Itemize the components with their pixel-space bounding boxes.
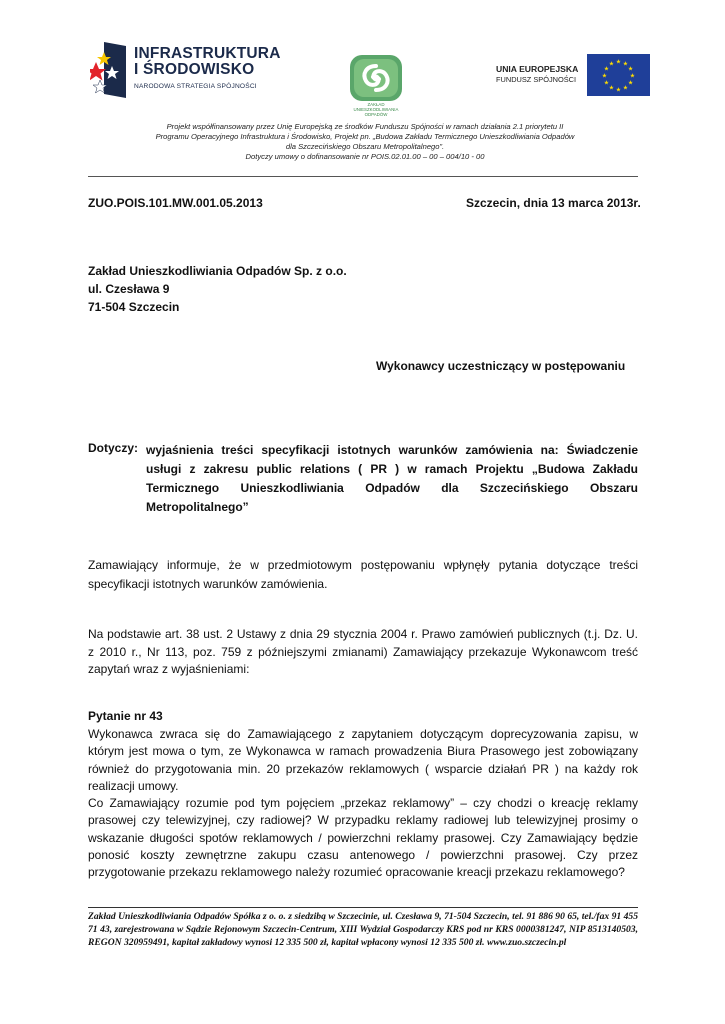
funding-line: Dotyczy umowy o dofinansowanie nr POIS.02.01.00 – 00 – 004/10 - 00	[245, 152, 485, 161]
svg-text:★: ★	[601, 72, 608, 80]
svg-text:★: ★	[622, 84, 629, 92]
question-body	[88, 726, 638, 882]
recipient: Wykonawcy uczestniczący w postępowaniu	[376, 359, 626, 373]
funding-line: dla Szczecińskiego Obszaru Metropolitalnego”.	[285, 142, 445, 151]
paragraph-legal-basis: Na podstawie art. 38 ust. 2 Ustawy z dnia 29 stycznia 2004 r. Prawo zamówień publicznych (t.j. Dz. U. z 2010 r., Nr 113, poz. 759 z późniejszymi zmianami) Zamawiający przekazuje Wykonawcom treść zapytań wraz z wyjaśnieniami:	[88, 627, 638, 676]
question-text-part2: Co Zamawiający rozumie pod tym pojęciem „przekaz reklamowy” – czy chodzi o kreację reklamy prasowej czy telewizyjnej, czy radiowej? W przypadku reklamy radiowej lub telewizyjnej prosimy o wskazanie długości spotów reklamowych / powierzchni reklamy prasowej. Czy Zamawiający będzie ponosić koszty zewnętrzne zakupu czasu antenowego / powierzchni prasowej. Czy przez przygotowanie przekazu reklamowego należy rozumieć opracowanie kreacji przekazu reklamowego?	[88, 796, 638, 880]
logo-left-subtitle: NARODOWA STRATEGIA SPÓJNOŚCI	[134, 83, 257, 90]
eu-stars-icon	[587, 54, 650, 96]
paragraph-intro: Zamawiający informuje, że w przedmiotowym postępowaniu wpłynęły pytania dotyczące treści specyfikacji istotnych warunków zamówienia.	[88, 558, 638, 591]
logo-left-line2: I ŚRODOWISKO	[134, 61, 255, 78]
header-divider	[88, 176, 638, 177]
logo-left-title	[134, 46, 281, 78]
logo-mid-caption-line1: ZAKŁAD	[367, 102, 385, 107]
svg-text:★: ★	[622, 60, 629, 68]
logo-mid-caption-line2: UNIESZKODLIWIANIA	[353, 107, 399, 112]
eu-cohesion-fund-logo	[490, 53, 652, 97]
question-text-part1: Wykonawca zwraca się do Zamawiającego z zapytaniem dotyczącym doprecyzowania zapisu, w którym jest mowa o tym, ze Wykonawca w ramach prowadzenia Biura Prasowego jest zobowiązany również do przygotowania min. 20 przekazów reklamowych ( wsparcie działań PR ) na każdy rok realizacji umowy.	[88, 727, 638, 793]
infrastruktura-srodowisko-logo	[90, 40, 290, 100]
zuo-logo	[346, 54, 406, 116]
subject-text: wyjaśnienia treści specyfikacji istotnych warunków zamówienia na: Świadczenie usługi z zakresu public relations ( PR ) w ramach Projektu „Budowa Zakładu Termicznego Unieszkodliwiania Odpadów dla Szczecińskiego Obszaru Metropolitalnego”	[146, 443, 638, 514]
svg-text:★: ★	[608, 60, 615, 68]
sender-address	[88, 262, 347, 316]
footer-divider	[88, 907, 638, 908]
logo-mid-caption	[346, 102, 406, 117]
svg-text:★: ★	[629, 72, 636, 80]
funding-line: Projekt współfinansowany przez Unię Europejską ze środków Funduszu Spójności w ramach działania 2.1 priorytetu II	[166, 122, 564, 131]
svg-text:★: ★	[603, 65, 610, 73]
eu-flag-icon	[587, 54, 650, 96]
svg-text:★: ★	[603, 79, 610, 87]
funding-line: Programu Operacyjnego Infrastruktura i Środowisko, Projekt pn. „Budowa Zakładu Termicznego Unieszkodliwiania Odpadów	[155, 132, 575, 141]
logo-left-line1: INFRASTRUKTURA	[134, 45, 281, 62]
svg-text:★: ★	[615, 86, 622, 94]
sender-line: Zakład Unieszkodliwiania Odpadów Sp. z o.o.	[88, 264, 347, 278]
footer-company-info: Zakład Unieszkodliwiania Odpadów Spółka z o. o. z siedzibą w Szczecinie, ul. Czesława 9, 71-504 Szczecin, tel. 91 886 90 65, tel./fax 91 455 71 43, zarejestrowana w Sądzie Rejonowym Szczecin-Centrum, XIII Wydział Gospodarczy KRS pod nr KRS 0000381247, NIP 8513140503, REGON 320959491, kapitał zakładowy wynosi 12 335 500 zł, kapitał wpłacony wynosi 12 335 500 zł. www.zuo.szczecin.pl	[88, 911, 638, 949]
svg-text:★: ★	[615, 58, 622, 66]
svg-text:★: ★	[608, 84, 615, 92]
svg-text:★: ★	[627, 79, 634, 87]
funding-notice	[95, 122, 635, 162]
reference-number: ZUO.POIS.101.MW.001.05.2013	[88, 196, 263, 210]
subject-label: Dotyczy:	[88, 441, 139, 455]
svg-text:★: ★	[627, 65, 634, 73]
star-flag-icon	[90, 40, 134, 100]
sender-line: 71-504 Szczecin	[88, 300, 180, 314]
sender-line: ul. Czesława 9	[88, 282, 170, 296]
recycling-swirl-icon	[346, 54, 406, 102]
letter-date: Szczecin, dnia 13 marca 2013r.	[466, 196, 641, 210]
logo-mid-caption-line3: ODPADÓW	[364, 112, 388, 117]
logo-right-line1: UNIA EUROPEJSKA	[496, 64, 579, 74]
logo-right-line2: FUNDUSZ SPÓJNOŚCI	[496, 75, 577, 84]
question-heading: Pytanie nr 43	[88, 709, 163, 723]
